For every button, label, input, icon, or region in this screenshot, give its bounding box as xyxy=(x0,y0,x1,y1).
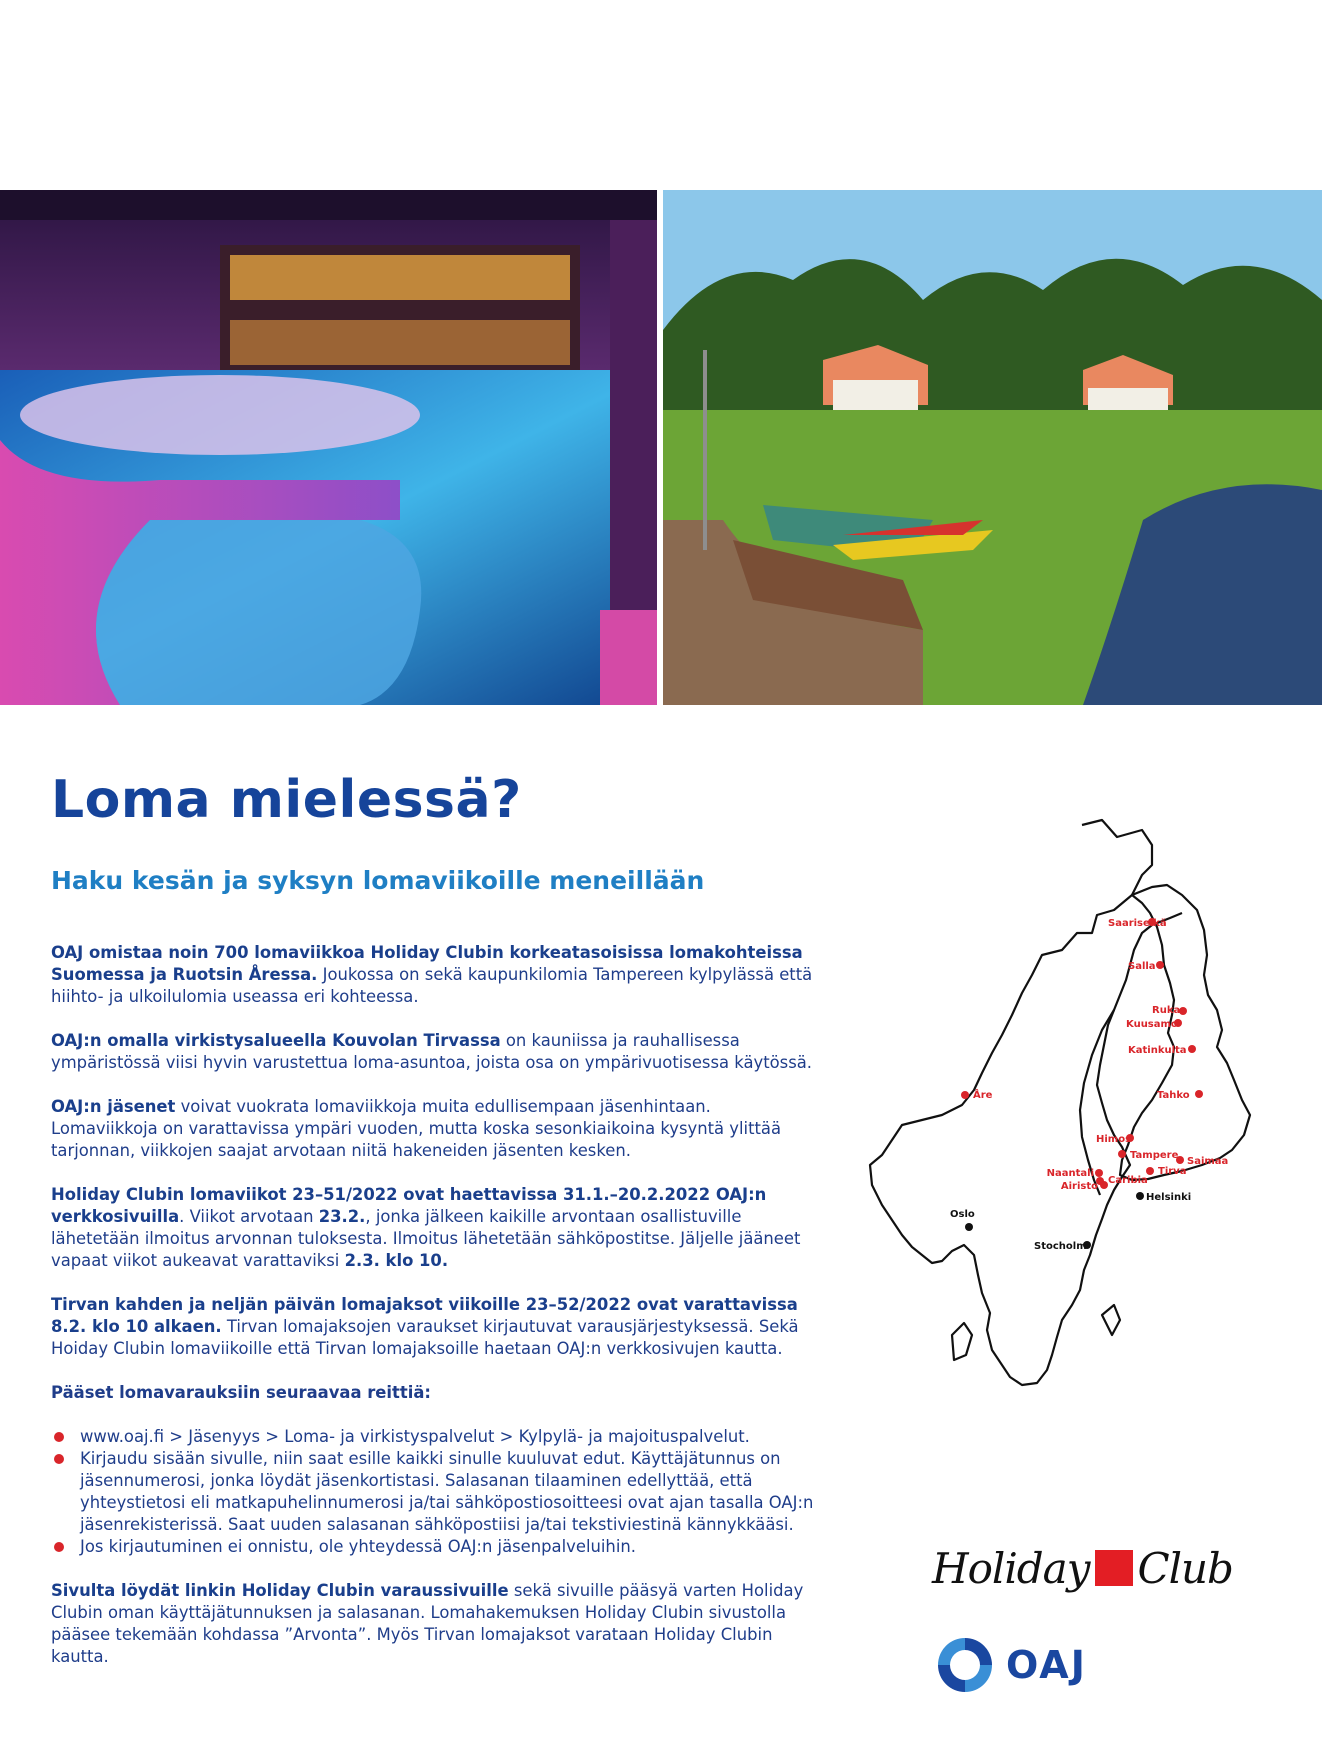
paragraph-tirva-periods: Tirvan kahden ja neljän päivän lomajaksot viikoille 23–52/2022 ovat varattavissa 8.2. klo 10 alkaen. Tirvan lomajaksojen varaukset kirjautuvat varausjärjestyksessä. Sekä Hoiday Clubin lomaviikoille että Tirvan lomajaksoille haetaan OAJ:n verkkosivujen kautta. xyxy=(51,1295,799,1358)
page-subtitle: Haku kesän ja syksyn lomaviikoille meneillään xyxy=(51,866,705,895)
list-item: Jos kirjautuminen ei onnistu, ole yhteydessä OAJ:n jäsenpalveluihin. xyxy=(51,1536,816,1558)
paragraph-link-info: Sivulta löydät linkin Holiday Clubin varaussivuille sekä sivuille pääsyä varten Holiday Clubin oman käyttäjätunnuksen ja salasanan. Lomahakemuksen Holiday Clubin sivustolla pääsee tekemään kohdassa ”Arvonta”. Myös Tirvan lomajaksot varataan Holiday Clubin kautta. xyxy=(51,1581,804,1666)
map-label-naantali: Naantali xyxy=(1046,1168,1094,1179)
map-label-caribia: Caribia xyxy=(1108,1175,1148,1186)
nordic-resort-map xyxy=(852,815,1272,1435)
list-item: www.oaj.fi > Jäsenyys > Loma- ja virkistyspalvelut > Kylpylä- ja majoituspalvelut. xyxy=(51,1426,816,1448)
holiday-club-logo-left: Holiday xyxy=(932,1543,1090,1593)
map-label-oslo: Oslo xyxy=(950,1209,975,1220)
map-label-tirva: Tirva xyxy=(1158,1166,1187,1177)
map-label-helsinki: Helsinki xyxy=(1146,1192,1192,1203)
map-label-saariselka: Saariselkä xyxy=(1108,918,1167,929)
map-label-are: Åre xyxy=(973,1090,993,1101)
map-label-kuusamo: Kuusamo xyxy=(1126,1019,1178,1030)
map-label-himos: Himos xyxy=(1096,1134,1132,1145)
map-label-saimaa: Saimaa xyxy=(1187,1156,1229,1167)
map-label-ruka: Ruka xyxy=(1152,1005,1181,1016)
map-label-salla: Salla xyxy=(1128,961,1156,972)
spa-pool-photo xyxy=(0,190,657,705)
holiday-club-logo xyxy=(932,1538,1233,1598)
page-title: Loma mielessä? xyxy=(51,770,522,830)
steps-title: Pääset lomavarauksiin seuraavaa reittiä: xyxy=(51,1383,431,1402)
oaj-wordmark: OAJ xyxy=(1006,1643,1087,1687)
map-label-katinkulta: Katinkulta xyxy=(1128,1045,1187,1056)
holiday-club-red-square xyxy=(1095,1550,1133,1586)
paragraph-intro: OAJ omistaa noin 700 lomaviikkoa Holiday Clubin korkeatasoisissa lomakohteissa Suomessa ja Ruotsin Åressa. Joukossa on sekä kaupunkilomia Tampereen kylpylässä että hiihto- ja ulkoilulomia useassa eri kohteessa. xyxy=(51,943,813,1006)
article-body xyxy=(51,942,816,1690)
map-label-airisto: Airisto xyxy=(1060,1181,1098,1192)
steps-list xyxy=(51,1426,816,1558)
list-item: Kirjaudu sisään sivulle, niin saat esille kaikki sinulle kuuluvat edut. Käyttäjätunnus on jäsennumerosi, jonka löydät jäsenkortistasi. Salasanan tilaaminen edellyttää, että yhteystietosi eli matkapuhelinnumerosi ja/tai sähköpostiosoitteesi ovat ajan tasalla OAJ:n jäsenrekisterissä. Saat uuden salasanan sähköpostiisi ja/tai tekstiviestinä kännykkääsi. xyxy=(51,1448,816,1536)
map-label-tampere: Tampere xyxy=(1130,1150,1179,1161)
paragraph-members: OAJ:n jäsenet voivat vuokrata lomaviikkoja muita edullisempaan jäsenhintaan. Lomaviikkoja on varattavissa ympäri vuoden, mutta koska sesonkiaikoina kysyntä ylittää tarjonnan, viikkojen saajat arvotaan niitä hakeneiden jäsenten kesken. xyxy=(51,1097,782,1160)
paragraph-tirva: OAJ:n omalla virkistysalueella Kouvolan Tirvassa on kauniissa ja rauhallisessa ympäristössä viisi hyvin varustettua loma-asuntoa, joista osa on ympärivuotisessa käytössä. xyxy=(51,1031,812,1072)
oaj-emblem-icon xyxy=(936,1636,994,1694)
map-label-tahko: Tahko xyxy=(1157,1090,1190,1101)
paragraph-holiday-club-weeks: Holiday Clubin lomaviikot 23–51/2022 ovat haettavissa 31.1.–20.2.2022 OAJ:n verkkosivuilla. Viikot arvotaan 23.2., jonka jälkeen kaikille arvontaan osallistuville lähetetään ilmoitus arvonnan tuloksesta. Ilmoitus lähetetään sähköpostitse. Jäljelle jääneet vapaat viikot aukeavat varattaviksi 2.3. klo 10. xyxy=(51,1185,801,1270)
lake-cabins-photo xyxy=(663,190,1322,705)
holiday-club-logo-right: Club xyxy=(1137,1543,1233,1593)
map-label-stocholm: Stocholm xyxy=(1034,1241,1087,1252)
oaj-logo xyxy=(936,1636,1087,1694)
